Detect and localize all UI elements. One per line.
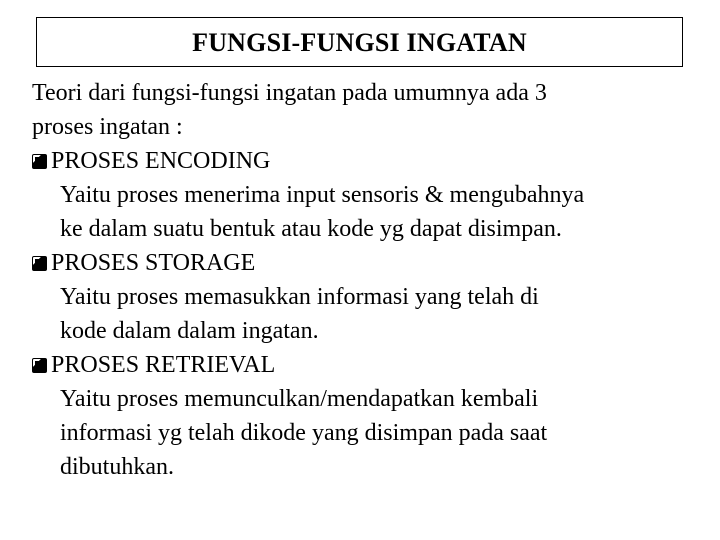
description-line: Yaitu proses memunculkan/mendapatkan kembali: [60, 386, 539, 412]
item-heading: PROSES RETRIEVAL: [51, 352, 276, 378]
list-item-storage: [32, 246, 692, 348]
bullet-row: [32, 144, 692, 178]
intro-line: proses ingatan :: [32, 114, 183, 140]
description-line: kode dalam dalam ingatan.: [60, 318, 319, 344]
slide-body: [32, 76, 692, 484]
list-item-retrieval: [32, 348, 692, 484]
item-description: [32, 280, 692, 348]
description-line: Yaitu proses menerima input sensoris & mengubahnya: [60, 182, 585, 208]
page-title: FUNGSI-FUNGSI INGATAN: [192, 28, 527, 57]
item-heading: PROSES ENCODING: [51, 148, 271, 174]
square-bullet-icon: [32, 256, 47, 271]
intro-line: Teori dari fungsi-fungsi ingatan pada umumnya ada 3: [32, 80, 547, 106]
title-box: [36, 17, 683, 67]
list-item-encoding: [32, 144, 692, 246]
item-heading: PROSES STORAGE: [51, 250, 256, 276]
description-line: ke dalam suatu bentuk atau kode yg dapat disimpan.: [60, 216, 562, 242]
bullet-row: [32, 246, 692, 280]
bullet-row: [32, 348, 692, 382]
description-line: informasi yg telah dikode yang disimpan pada saat: [60, 420, 548, 446]
description-line: Yaitu proses memasukkan informasi yang telah di: [60, 284, 539, 310]
item-description: [32, 382, 692, 484]
item-description: [32, 178, 692, 246]
description-line: dibutuhkan.: [60, 454, 174, 480]
square-bullet-icon: [32, 154, 47, 169]
square-bullet-icon: [32, 358, 47, 373]
